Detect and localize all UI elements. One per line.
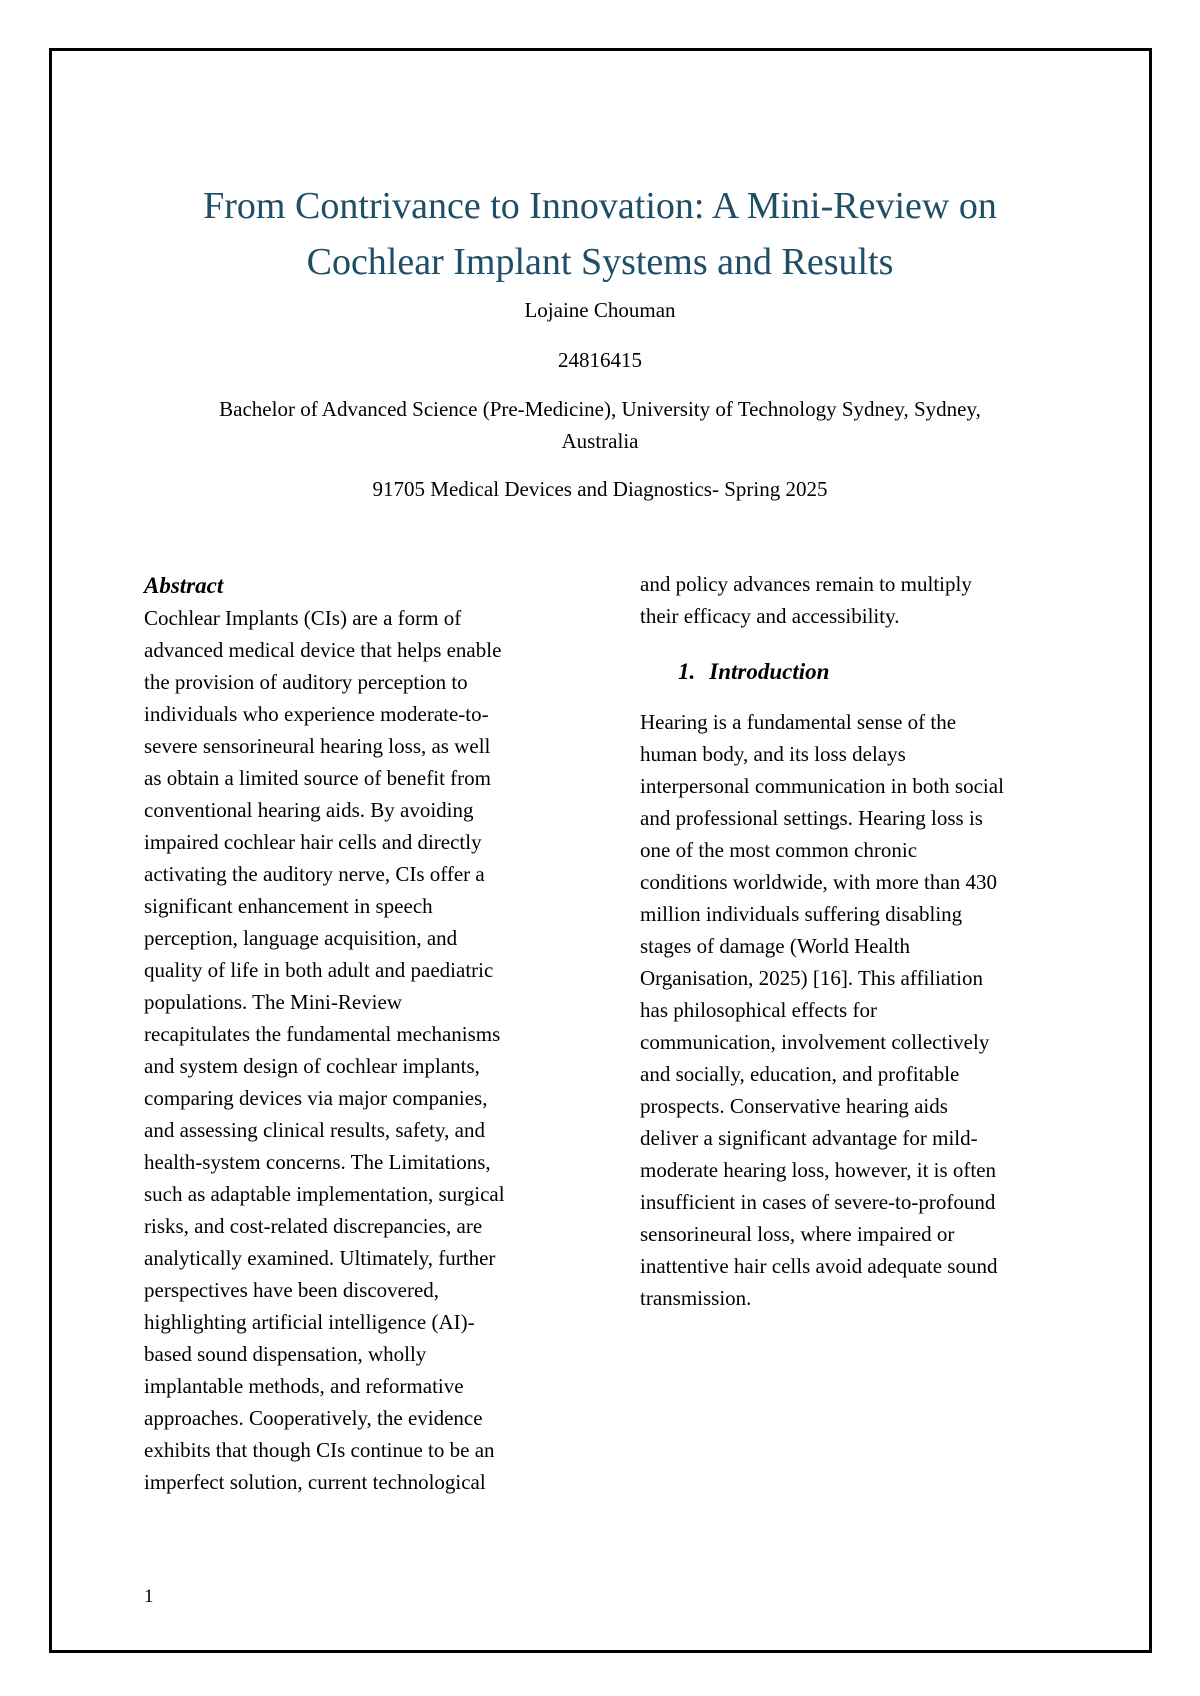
author-name: Lojaine Chouman: [524, 298, 676, 322]
introduction-line: one of the most common chronic: [640, 838, 918, 862]
abstract-line: as obtain a limited source of benefit from: [144, 766, 491, 790]
introduction-line: and professional settings. Hearing loss is: [640, 806, 983, 830]
introduction-line: transmission.: [640, 1286, 752, 1310]
affiliation-line-1: Bachelor of Advanced Science (Pre-Medicine), University of Technology Sydney, Sydney,: [219, 397, 981, 421]
abstract-line: conventional hearing aids. By avoiding: [144, 798, 474, 822]
affiliation-line-2: Australia: [561, 429, 639, 453]
introduction-line: stages of damage (World Health: [640, 934, 911, 958]
paper-title-line-1: From Contrivance to Innovation: A Mini-Review on: [203, 185, 997, 227]
introduction-line: human body, and its loss delays: [640, 742, 906, 766]
abstract-line: impaired cochlear hair cells and directly: [144, 830, 482, 854]
page-number: 1: [144, 1586, 154, 1607]
introduction-line: deliver a significant advantage for mild-: [640, 1126, 978, 1150]
abstract-line: approaches. Cooperatively, the evidence: [144, 1406, 483, 1430]
abstract-line: and assessing clinical results, safety, and: [144, 1118, 485, 1142]
introduction-line: million individuals suffering disabling: [640, 902, 963, 926]
abstract-line: imperfect solution, current technological: [144, 1470, 486, 1494]
abstract-line: exhibits that though CIs continue to be an: [144, 1438, 495, 1462]
abstract-line: activating the auditory nerve, CIs offer a: [144, 862, 485, 886]
abstract-line: implantable methods, and reformative: [144, 1374, 464, 1398]
affiliation: [120, 393, 1080, 457]
abstract-line: comparing devices via major companies,: [144, 1086, 488, 1110]
abstract-line: Cochlear Implants (CIs) are a form of: [144, 606, 462, 630]
abstract-continuation: [640, 568, 1072, 632]
abstract-line: risks, and cost-related discrepancies, are: [144, 1214, 483, 1238]
abstract-line: highlighting artificial intelligence (AI)-: [144, 1310, 475, 1334]
introduction-line: moderate hearing loss, however, it is often: [640, 1158, 997, 1182]
abstract-continuation-line: and policy advances remain to multiply: [640, 572, 972, 596]
introduction-line: prospects. Conservative hearing aids: [640, 1094, 948, 1118]
introduction-line: Organisation, 2025) [16]. This affiliation: [640, 966, 983, 990]
abstract-line: severe sensorineural hearing loss, as well: [144, 734, 491, 758]
abstract-line: health-system concerns. The Limitations,: [144, 1150, 491, 1174]
student-id: 24816415: [558, 348, 642, 372]
introduction-title: Introduction: [709, 659, 830, 684]
abstract-line: significant enhancement in speech: [144, 894, 433, 918]
abstract-line: advanced medical device that helps enable: [144, 638, 502, 662]
abstract-line: perspectives have been discovered,: [144, 1278, 440, 1302]
introduction-body: [640, 706, 1072, 1314]
abstract-continuation-line: their efficacy and accessibility.: [640, 604, 900, 628]
abstract-line: based sound dispensation, wholly: [144, 1342, 427, 1366]
paper-title: [120, 178, 1080, 290]
paper-title-line-2: Cochlear Implant Systems and Results: [306, 241, 894, 283]
abstract-heading: Abstract: [144, 573, 224, 598]
abstract-line: the provision of auditory perception to: [144, 670, 468, 694]
introduction-line: interpersonal communication in both social: [640, 774, 1004, 798]
introduction-line: has philosophical effects for: [640, 998, 877, 1022]
introduction-line: and socially, education, and profitable: [640, 1062, 960, 1086]
right-column: [640, 568, 1072, 1314]
abstract-line: recapitulates the fundamental mechanisms: [144, 1022, 501, 1046]
introduction-line: sensorineural loss, where impaired or: [640, 1222, 955, 1246]
introduction-line: insufficient in cases of severe-to-profound: [640, 1190, 996, 1214]
left-column: [144, 570, 576, 1498]
introduction-line: Hearing is a fundamental sense of the: [640, 710, 957, 734]
abstract-line: quality of life in both adult and paediatric: [144, 958, 494, 982]
abstract-line: and system design of cochlear implants,: [144, 1054, 480, 1078]
introduction-line: communication, involvement collectively: [640, 1030, 990, 1054]
introduction-line: inattentive hair cells avoid adequate sound: [640, 1254, 998, 1278]
abstract-line: individuals who experience moderate-to-: [144, 702, 489, 726]
course-info: 91705 Medical Devices and Diagnostics- Spring 2025: [372, 477, 828, 501]
introduction-number: 1.: [678, 659, 696, 684]
introduction-line: conditions worldwide, with more than 430: [640, 870, 997, 894]
abstract-body: [144, 602, 576, 1498]
abstract-line: analytically examined. Ultimately, further: [144, 1246, 496, 1270]
abstract-line: such as adaptable implementation, surgical: [144, 1182, 505, 1206]
abstract-line: populations. The Mini-Review: [144, 990, 402, 1014]
abstract-line: perception, language acquisition, and: [144, 926, 458, 950]
introduction-heading: [678, 656, 1072, 688]
